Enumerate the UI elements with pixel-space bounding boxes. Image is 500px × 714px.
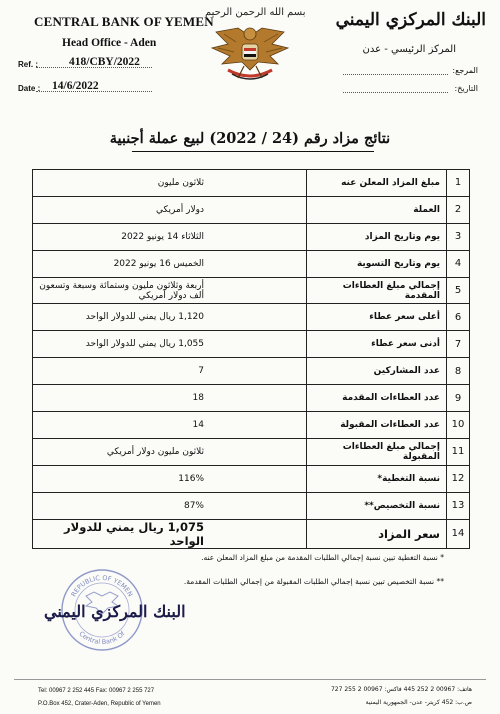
- row-value: 1,055 ريال يمني للدولار الواحد: [33, 331, 307, 358]
- bank-name-en: CENTRAL BANK OF YEMEN: [34, 14, 214, 29]
- row-value: 116%: [33, 465, 307, 492]
- table-row: [33, 385, 470, 412]
- row-item-label: أدنى سعر عطاء: [307, 331, 447, 358]
- table-row: [33, 358, 470, 385]
- ref-label: Ref. :: [18, 60, 38, 69]
- row-number: 1: [447, 170, 470, 197]
- table-row: [33, 492, 470, 519]
- row-item-label: أعلى سعر عطاء: [307, 304, 447, 331]
- table-row: [33, 223, 470, 250]
- row-value: الخميس 16 يونيو 2022: [33, 250, 307, 277]
- table-row: [33, 277, 470, 304]
- row-value: الثلاثاء 14 يونيو 2022: [33, 223, 307, 250]
- signature-bank-name-ar: البنك المركزي اليمني: [44, 602, 186, 621]
- row-value: دولار أمريكي: [33, 196, 307, 223]
- row-item-label: يوم وتاريخ المزاد: [307, 223, 447, 250]
- row-number: 7: [447, 331, 470, 358]
- row-item-label: مبلغ المزاد المعلن عنه: [307, 170, 447, 197]
- stamp-bottom-text: Central Bank Of: [77, 629, 127, 647]
- row-value: أربعة وثلاثون مليون وستمائة وسبعة وتسعون ألف دولار أمريكي: [33, 277, 307, 304]
- row-item-label: نسبة التغطية*: [307, 465, 447, 492]
- table-row: [33, 465, 470, 492]
- row-item-label: نسبة التخصيص**: [307, 492, 447, 519]
- row-number: 12: [447, 465, 470, 492]
- row-number: 2: [447, 196, 470, 223]
- row-item-label: إجمالي مبلغ العطاءات المقبولة: [307, 438, 447, 465]
- head-office-ar: المركز الرئيسي - عدن: [362, 44, 456, 55]
- row-number: 5: [447, 277, 470, 304]
- row-value: 1,120 ريال يمني للدولار الواحد: [33, 304, 307, 331]
- row-value: 14: [33, 412, 307, 439]
- head-office-en: Head Office - Aden: [62, 37, 157, 49]
- date-label: Date :: [18, 84, 41, 93]
- table-row: [33, 412, 470, 439]
- footer-tel-fax-en: Tel: 00967 2 252 445 Fax: 00967 2 255 727: [38, 688, 155, 694]
- footer-tel-fax-ar: هاتف: 00967 2 252 445 فاكس: 00967 2 255 727: [330, 686, 472, 693]
- table-row: [33, 438, 470, 465]
- row-item-label: عدد العطاءات المقدمة: [307, 385, 447, 412]
- table-row: [33, 170, 470, 197]
- row-item-label: عدد العطاءات المقبولة: [307, 412, 447, 439]
- row-item-label: عدد المشاركين: [307, 358, 447, 385]
- basmala-text: بسم الله الرحمن الرحيم: [205, 7, 306, 18]
- row-item-label: يوم وتاريخ التسوية: [307, 250, 447, 277]
- title-underline: [132, 151, 374, 152]
- date-label-ar: التاريخ:: [454, 84, 478, 93]
- row-number: 11: [447, 438, 470, 465]
- ref-value: 418/CBY/2022: [69, 56, 140, 68]
- row-value: 18: [33, 385, 307, 412]
- row-value: 87%: [33, 492, 307, 519]
- ref-dotted-line-ar: [343, 74, 448, 75]
- bank-name-ar: البنك المركزي اليمني: [335, 10, 486, 30]
- row-value: ثلاثون مليون دولار أمريكي: [33, 438, 307, 465]
- date-dotted-line-ar: [343, 92, 448, 93]
- table-row: [33, 250, 470, 277]
- footer-address-en: P.O.Box 452, Crater-Aden, Republic of Yemen: [38, 701, 161, 707]
- row-number: 8: [447, 358, 470, 385]
- row-value: 7: [33, 358, 307, 385]
- ref-label-ar: المرجع:: [452, 66, 478, 75]
- table-row: [33, 331, 470, 358]
- page-title: نتائج مزاد رقم (24 / 2022) لبيع عملة أجنبية: [109, 130, 391, 147]
- ref-dotted-line: [36, 67, 152, 68]
- row-number: 13: [447, 492, 470, 519]
- date-value: 14/6/2022: [52, 80, 99, 92]
- table-row: [33, 196, 470, 223]
- table-row: [33, 304, 470, 331]
- auction-results-table: [32, 169, 470, 549]
- row-item-label: إجمالي مبلغ العطاءات المقدمة: [307, 277, 447, 304]
- row-value: 1,075 ريال يمني للدولار الواحد: [33, 519, 307, 548]
- row-number: 14: [447, 519, 470, 548]
- row-item-label: سعر المزاد: [307, 519, 447, 548]
- footer-divider: [14, 679, 486, 680]
- row-number: 6: [447, 304, 470, 331]
- row-number: 10: [447, 412, 470, 439]
- footer-address-ar: ص.ب: 452 كريتر- عدن- الجمهورية اليمنية: [365, 699, 472, 706]
- row-number: 4: [447, 250, 470, 277]
- row-item-label: العملة: [307, 196, 447, 223]
- yemen-eagle-emblem-icon: [208, 22, 292, 96]
- stamp-top-text: REPUBLIC OF YEMEN: [69, 573, 135, 599]
- footnote-coverage: * نسبة التغطية تبين نسبة إجمالي الطلبات المقدمة من مبلغ المزاد المعلن عنه.: [201, 553, 444, 562]
- date-dotted-line: [36, 91, 152, 92]
- svg-text:Central Bank Of: [77, 629, 127, 646]
- row-number: 3: [447, 223, 470, 250]
- table-row: [33, 519, 470, 548]
- footnote-allocation: ** نسبة التخصيص تبين نسبة إجمالي الطلبات المقبولة من إجمالي الطلبات المقدمة.: [183, 577, 444, 586]
- row-number: 9: [447, 385, 470, 412]
- row-value: ثلاثون مليون: [33, 170, 307, 197]
